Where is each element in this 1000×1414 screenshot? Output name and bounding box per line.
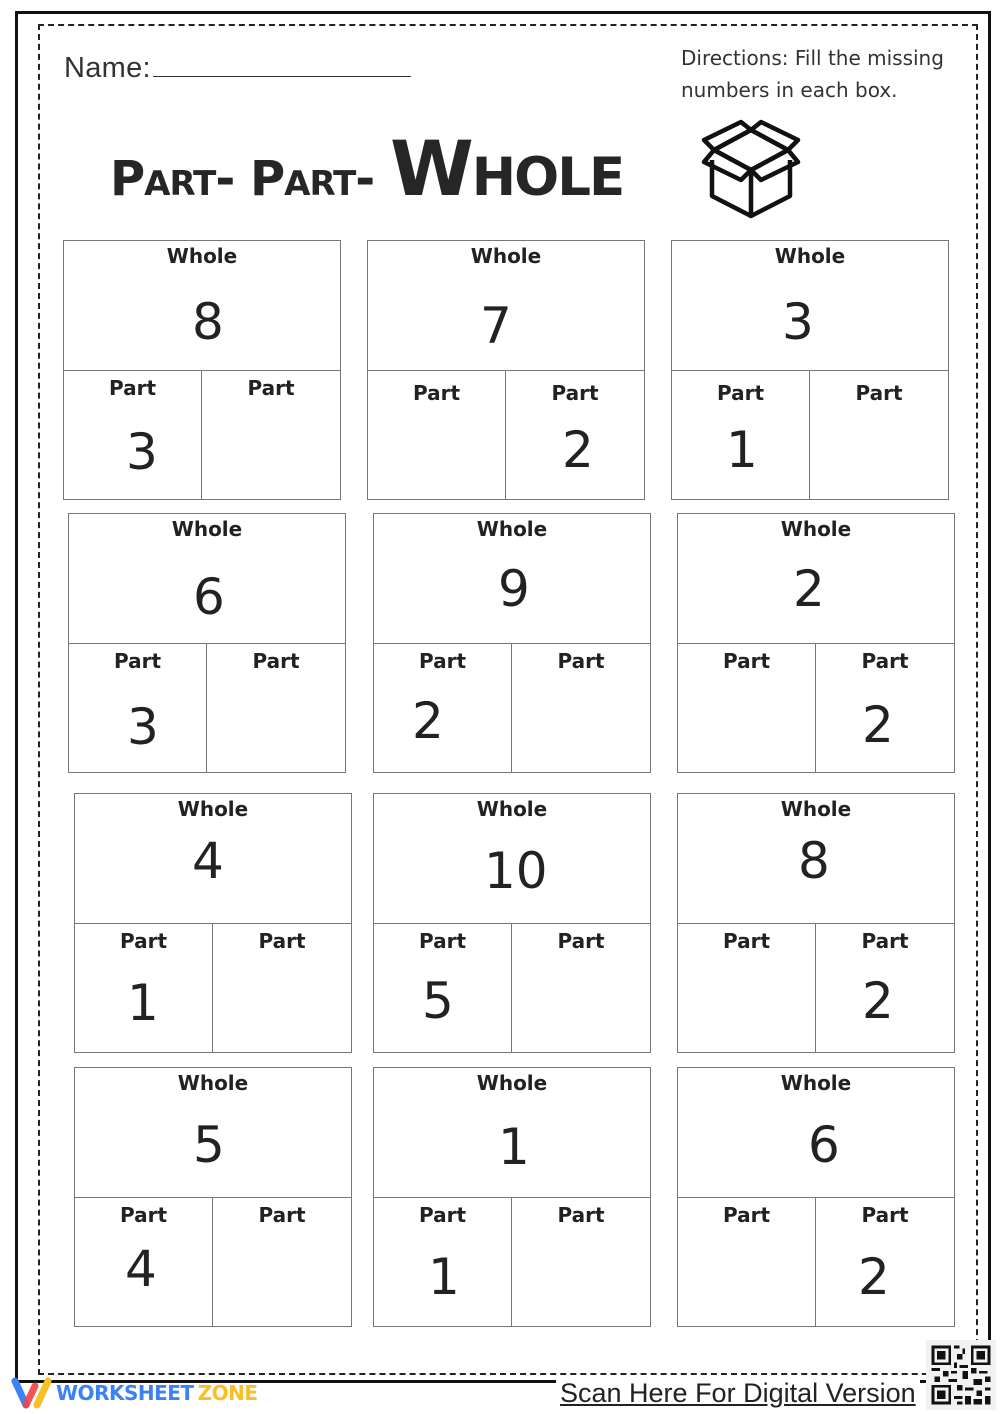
part-label: Part [722, 1203, 771, 1227]
worksheet-title [110, 124, 623, 213]
whole-value: 7 [480, 297, 512, 355]
part-left-cell[interactable] [678, 644, 816, 772]
whole-label: Whole [774, 244, 846, 268]
part-left-cell[interactable] [672, 371, 810, 499]
part-label: Part [855, 381, 903, 405]
whole-value: 1 [498, 1118, 530, 1176]
part-left-value: 4 [125, 1240, 157, 1298]
open-box-icon [698, 112, 804, 220]
part-label: Part [557, 929, 605, 953]
part-label: Part [108, 376, 157, 400]
whole-value: 2 [793, 560, 825, 618]
part-part-whole-box [373, 1067, 651, 1327]
whole-cell[interactable] [69, 514, 345, 644]
part-left-cell[interactable] [64, 371, 202, 499]
part-left-cell[interactable] [75, 924, 213, 1052]
whole-value: 8 [192, 293, 224, 351]
whole-label: Whole [470, 244, 542, 268]
part-label: Part [119, 1203, 168, 1227]
worksheetzone-logo[interactable] [10, 1376, 257, 1410]
part-left-cell[interactable] [374, 644, 512, 772]
part-label: Part [113, 649, 162, 673]
part-part-whole-box [68, 513, 346, 773]
part-right-value: 2 [862, 972, 894, 1030]
whole-label: Whole [476, 797, 548, 821]
whole-label: Whole [177, 797, 249, 821]
name-label: Name: [64, 52, 151, 84]
part-label: Part [258, 929, 306, 953]
whole-value: 5 [193, 1116, 225, 1174]
whole-cell[interactable] [75, 1068, 351, 1198]
part-right-value: 2 [562, 421, 594, 479]
part-part-whole-box [74, 793, 352, 1053]
part-left-cell[interactable] [678, 924, 816, 1052]
part-left-value: 3 [126, 423, 158, 481]
part-right-cell[interactable] [213, 1198, 351, 1326]
part-label: Part [557, 649, 605, 673]
whole-cell[interactable] [368, 241, 644, 371]
whole-cell[interactable] [678, 514, 954, 644]
part-right-value: 2 [858, 1248, 890, 1306]
brand-zone: ZONE [197, 1381, 258, 1405]
part-left-value: 3 [127, 698, 159, 756]
worksheetzone-w-icon [10, 1376, 52, 1410]
whole-cell[interactable] [374, 794, 650, 924]
whole-label: Whole [476, 517, 548, 541]
part-part-whole-box [367, 240, 645, 500]
part-part-whole-box [373, 513, 651, 773]
part-label: Part [119, 929, 168, 953]
part-left-cell[interactable] [69, 644, 207, 772]
part-label: Part [252, 649, 300, 673]
part-part-whole-box [671, 240, 949, 500]
part-left-cell[interactable] [368, 371, 506, 499]
whole-value: 10 [484, 842, 548, 900]
whole-label: Whole [171, 517, 243, 541]
part-label: Part [861, 929, 909, 953]
part-right-cell[interactable] [816, 644, 954, 772]
part-label: Part [247, 376, 295, 400]
whole-label: Whole [780, 797, 852, 821]
part-label: Part [722, 649, 771, 673]
part-right-cell[interactable] [202, 371, 340, 499]
part-label: Part [258, 1203, 306, 1227]
part-left-cell[interactable] [75, 1198, 213, 1326]
whole-label: Whole [476, 1071, 548, 1095]
whole-cell[interactable] [672, 241, 948, 371]
part-part-whole-box [677, 1067, 955, 1327]
part-right-cell[interactable] [512, 1198, 650, 1326]
whole-value: 8 [798, 832, 830, 890]
whole-label: Whole [177, 1071, 249, 1095]
whole-cell[interactable] [75, 794, 351, 924]
whole-value: 4 [192, 832, 224, 890]
part-part-whole-box [74, 1067, 352, 1327]
part-part-whole-box [677, 793, 955, 1053]
whole-value: 3 [782, 293, 814, 351]
part-label: Part [861, 649, 909, 673]
part-part-whole-box [63, 240, 341, 500]
whole-label: Whole [780, 517, 852, 541]
part-label: Part [861, 1203, 909, 1227]
title-whole: Whole [389, 124, 624, 213]
name-field[interactable] [64, 52, 411, 85]
part-left-value: 2 [412, 692, 444, 750]
brand-worksheet: WORKSHEET [56, 1381, 194, 1405]
whole-cell[interactable] [374, 514, 650, 644]
part-label: Part [418, 649, 467, 673]
part-right-cell[interactable] [810, 371, 948, 499]
whole-label: Whole [166, 244, 238, 268]
whole-cell[interactable] [678, 794, 954, 924]
part-label: Part [722, 929, 771, 953]
part-right-cell[interactable] [816, 1198, 954, 1326]
part-label: Part [716, 381, 765, 405]
part-right-cell[interactable] [213, 924, 351, 1052]
whole-value: 6 [193, 568, 225, 626]
part-left-value: 1 [726, 421, 758, 479]
part-left-value: 1 [428, 1248, 460, 1306]
part-left-cell[interactable] [678, 1198, 816, 1326]
part-label: Part [551, 381, 599, 405]
brand-name [56, 1381, 257, 1405]
part-left-value: 1 [127, 974, 159, 1032]
part-right-cell[interactable] [512, 644, 650, 772]
part-label: Part [418, 929, 467, 953]
qr-code-icon[interactable] [926, 1340, 996, 1410]
whole-value: 6 [808, 1116, 840, 1174]
part-right-cell[interactable] [207, 644, 345, 772]
title-part-part: Part- Part- [110, 151, 390, 207]
part-right-value: 2 [862, 696, 894, 754]
part-label: Part [412, 381, 461, 405]
part-right-cell[interactable] [816, 924, 954, 1052]
whole-value: 9 [498, 560, 530, 618]
whole-cell[interactable] [64, 241, 340, 371]
part-right-cell[interactable] [506, 371, 644, 499]
scan-for-digital-link[interactable]: Scan Here For Digital Version [556, 1378, 920, 1409]
part-left-value: 5 [422, 972, 454, 1030]
whole-cell[interactable] [678, 1068, 954, 1198]
part-part-whole-box [373, 793, 651, 1053]
whole-label: Whole [780, 1071, 852, 1095]
part-left-cell[interactable] [374, 1198, 512, 1326]
part-part-whole-box [677, 513, 955, 773]
name-blank-line[interactable] [153, 52, 411, 77]
directions-text: Directions: Fill the missing numbers in each box. [681, 46, 944, 102]
part-label: Part [557, 1203, 605, 1227]
part-left-cell[interactable] [374, 924, 512, 1052]
whole-cell[interactable] [374, 1068, 650, 1198]
part-right-cell[interactable] [512, 924, 650, 1052]
part-label: Part [418, 1203, 467, 1227]
